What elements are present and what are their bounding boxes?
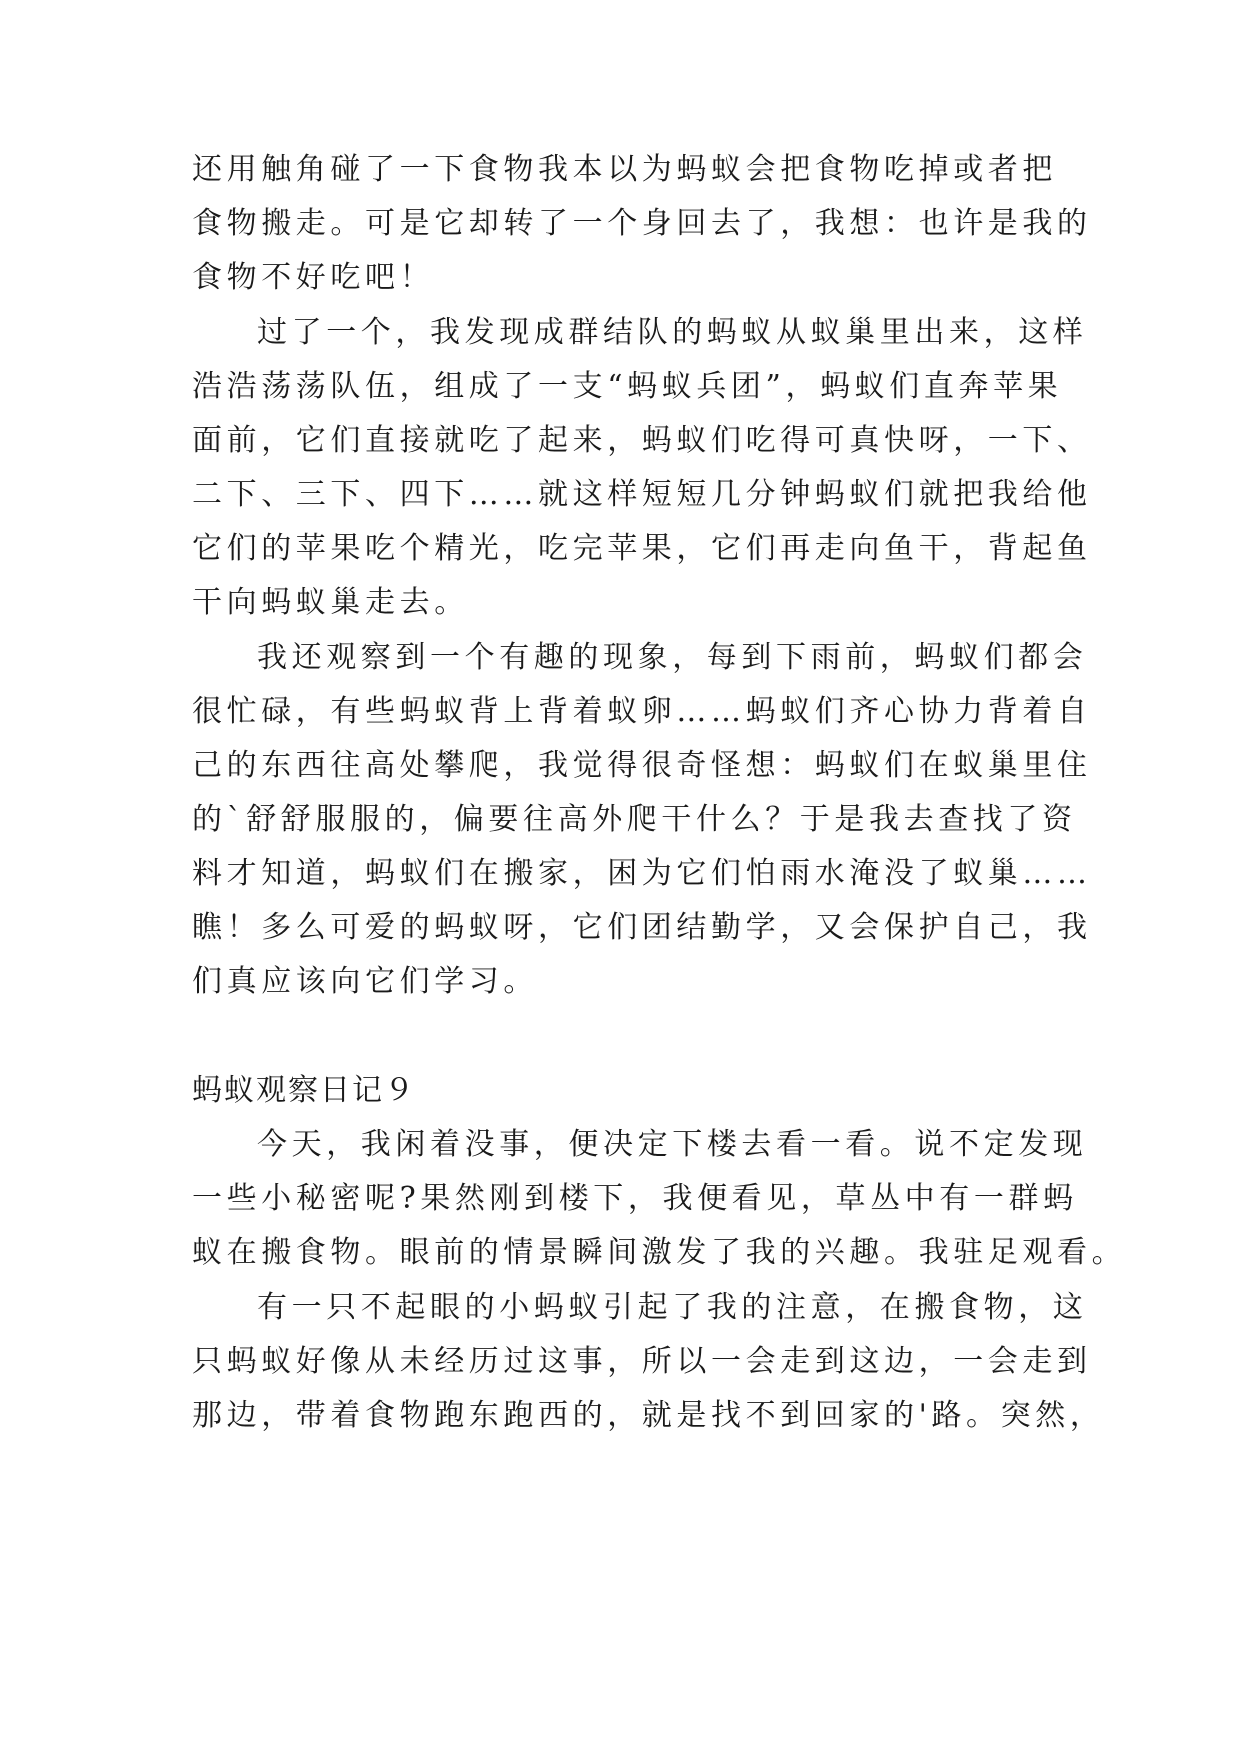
paragraph-line: 己的东西往高处攀爬，我觉得很奇怪想：蚂蚁们在蚁巢里住 — [192, 748, 1092, 783]
paragraph-line: 料才知道，蚂蚁们在搬家，困为它们怕雨水淹没了蚁巢…… — [192, 856, 1092, 891]
section-title: 蚂蚁观察日记９ — [192, 1073, 416, 1108]
paragraph-line: 有一只不起眼的小蚂蚁引起了我的注意，在搬食物，这 — [257, 1290, 1088, 1325]
paragraph-line: 还用触角碰了一下食物我本以为蚂蚁会把食物吃掉或者把 — [192, 152, 1057, 187]
paragraph-line: 们真应该向它们学习。 — [192, 964, 538, 999]
paragraph-line: 的`舒舒服服的，偏要往高外爬干什么？于是我去查找了资 — [192, 802, 1077, 837]
paragraph-line: 食物不好吃吧！ — [192, 260, 435, 295]
paragraph-line: 一些小秘密呢?果然刚到楼下，我便看见，草丛中有一群蚂 — [192, 1181, 1078, 1216]
paragraph-line: 那边，带着食物跑东跑西的，就是找不到回家的'路。突然， — [192, 1398, 1105, 1433]
paragraph-line: 它们的苹果吃个精光，吃完苹果，它们再走向鱼干，背起鱼 — [192, 531, 1092, 566]
paragraph-line: 我还观察到一个有趣的现象，每到下雨前，蚂蚁们都会 — [257, 640, 1088, 675]
paragraph-line: 面前，它们直接就吃了起来，蚂蚁们吃得可真快呀，一下、 — [192, 423, 1092, 458]
paragraph-line: 蚁在搬食物。眼前的情景瞬间激发了我的兴趣。我驻足观看。 — [192, 1235, 1127, 1270]
paragraph-line: 浩浩荡荡队伍，组成了一支“蚂蚁兵团”，蚂蚁们直奔苹果 — [192, 369, 1063, 404]
paragraph-line: 瞧！多么可爱的蚂蚁呀，它们团结勤学，又会保护自己，我 — [192, 910, 1092, 945]
paragraph-line: 只蚂蚁好像从未经历过这事，所以一会走到这边，一会走到 — [192, 1344, 1092, 1379]
paragraph-line: 干向蚂蚁巢走去。 — [192, 585, 469, 620]
paragraph-line: 二下、三下、四下……就这样短短几分钟蚂蚁们就把我给他 — [192, 477, 1092, 512]
paragraph-line: 今天，我闲着没事，便决定下楼去看一看。说不定发现 — [257, 1127, 1088, 1162]
paragraph-line: 食物搬走。可是它却转了一个身回去了，我想：也许是我的 — [192, 206, 1092, 241]
paragraph-line: 很忙碌，有些蚂蚁背上背着蚁卵……蚂蚁们齐心协力背着自 — [192, 694, 1092, 729]
paragraph-line: 过了一个，我发现成群结队的蚂蚁从蚁巢里出来，这样 — [257, 315, 1088, 350]
